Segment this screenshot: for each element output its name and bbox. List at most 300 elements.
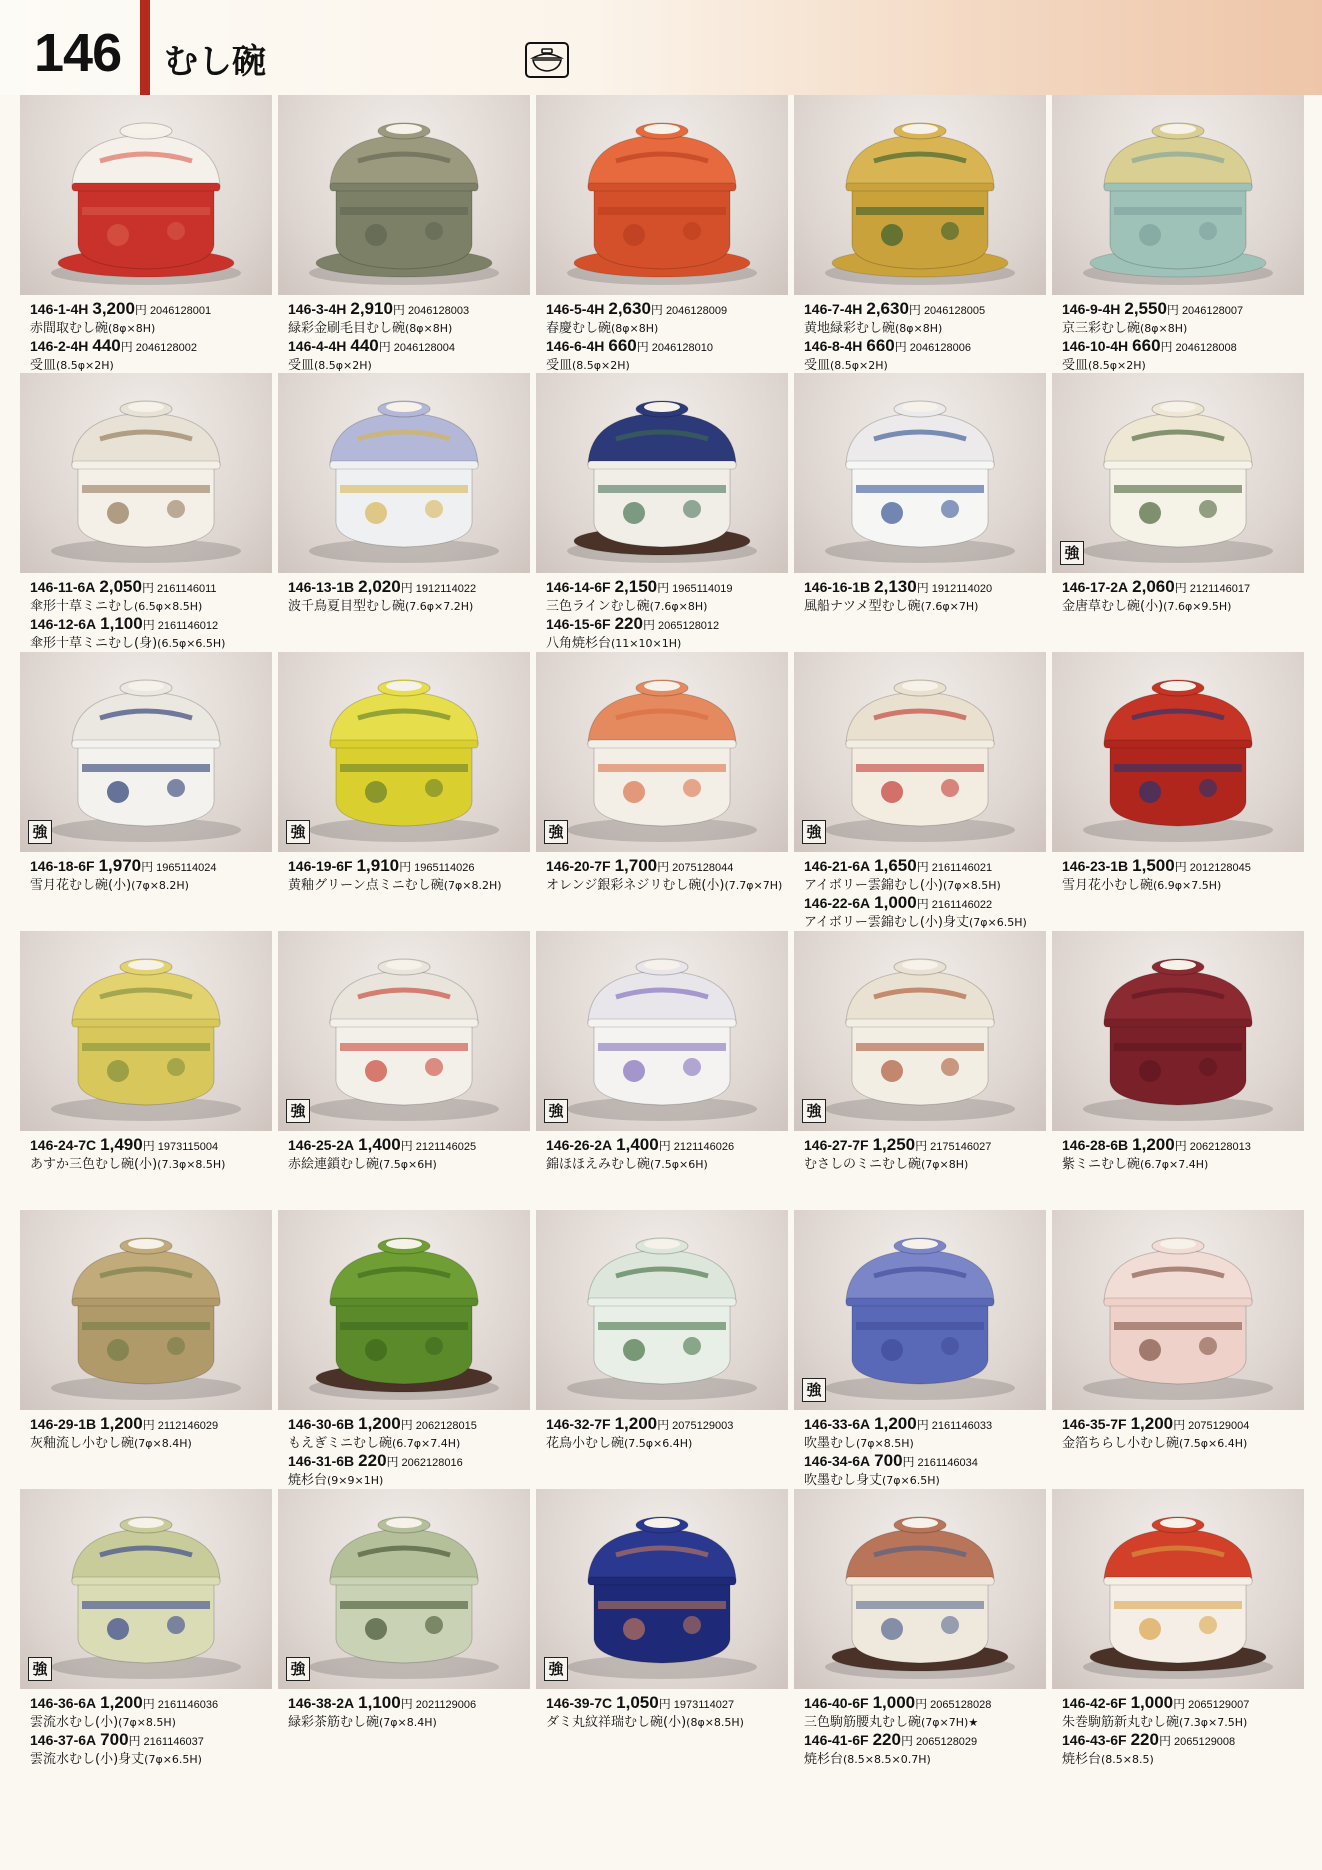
bowl-motif — [623, 502, 645, 524]
product-name: 雪月花小むし碗 — [1062, 878, 1154, 893]
product-price: 1,650 — [874, 856, 917, 875]
yen-unit: 円 — [657, 1418, 670, 1432]
jan-code: 1973114027 — [673, 1699, 735, 1711]
jan-code: 2161146012 — [157, 620, 219, 632]
product-price: 1,000 — [1130, 1693, 1174, 1712]
product-name-line — [804, 320, 1054, 337]
bowl-body — [594, 1300, 730, 1384]
product-name-line — [1062, 877, 1312, 894]
bowl-motif — [167, 222, 185, 240]
product-code: 146-19-6F — [288, 858, 353, 874]
yen-unit: 円 — [1174, 581, 1187, 595]
jan-code: 2062128013 — [1189, 1141, 1251, 1153]
lid-rim — [846, 1577, 994, 1585]
product-name-line — [804, 877, 1054, 894]
product-code-line — [804, 857, 1054, 877]
product-name-line — [804, 1156, 1054, 1173]
bowl-body — [1110, 1300, 1246, 1384]
product-name: 雲流水むし(小) — [30, 1715, 119, 1730]
durable-badge: 強 — [802, 1099, 826, 1123]
product-caption — [288, 1415, 538, 1489]
product-code-line — [546, 1415, 796, 1435]
lid-rim — [588, 1019, 736, 1027]
bowl-body — [336, 1021, 472, 1105]
product-price: 2,130 — [874, 577, 917, 596]
jan-code: 2161146034 — [917, 1457, 978, 1469]
product-size: (7.6φ×7.2H) — [405, 600, 474, 613]
yen-unit: 円 — [658, 1139, 671, 1153]
product-code-line — [804, 1694, 1054, 1714]
bowl-body — [78, 742, 214, 826]
bowl-motif — [1199, 1616, 1217, 1634]
yen-unit: 円 — [142, 1139, 155, 1153]
jan-code: 2161146022 — [931, 899, 993, 911]
product-code: 146-23-1B — [1062, 858, 1129, 874]
product-code-line — [288, 578, 538, 598]
product-price: 2,050 — [99, 577, 142, 596]
knob-inner — [902, 1239, 938, 1249]
product-code-line — [546, 1694, 796, 1714]
product-caption — [804, 578, 1054, 615]
product-name: 黄釉グリーン点ミニむし碗 — [288, 878, 444, 893]
bowl-motif — [881, 502, 903, 524]
lid-rim — [72, 461, 220, 469]
jan-code: 2046128009 — [665, 305, 728, 317]
steamed-bowl-image — [278, 652, 530, 852]
product-caption — [804, 1415, 1054, 1489]
lid-rim — [846, 1298, 994, 1306]
product-photo — [536, 1489, 788, 1689]
product-size: (8φ×8H) — [405, 322, 453, 335]
bowl-body — [594, 463, 730, 547]
product-code-line — [804, 894, 1054, 914]
jan-code: 2046128001 — [149, 305, 212, 317]
yen-unit: 円 — [120, 340, 133, 354]
product-code-line — [546, 337, 796, 357]
product-photo — [1052, 373, 1304, 573]
product-code-line — [288, 1452, 538, 1472]
product-price: 660 — [1132, 336, 1161, 355]
product-code-line — [1062, 578, 1312, 598]
steamed-bowl-image — [1052, 931, 1304, 1131]
product-size: (8.5φ×2H) — [56, 359, 114, 372]
product-size: (8.5×8.5×0.7H) — [843, 1753, 931, 1766]
bowl-motif — [881, 781, 903, 803]
steamed-bowl-image — [1052, 1489, 1304, 1689]
yen-unit: 円 — [141, 860, 154, 874]
bowl-body — [78, 463, 214, 547]
product-code-line — [1062, 1415, 1312, 1435]
bowl-body — [1110, 1021, 1246, 1105]
bowl-lid — [1104, 413, 1252, 465]
product-caption — [804, 300, 1054, 374]
product-price: 1,000 — [872, 1693, 916, 1712]
bowl-body — [78, 1021, 214, 1105]
product-code-line — [1062, 1694, 1312, 1714]
bowl-lid — [72, 692, 220, 744]
product-code: 146-37-6A — [30, 1732, 97, 1748]
knob-inner — [644, 402, 680, 412]
bowl-band — [856, 485, 984, 493]
product-size: (7φ×8.2H) — [443, 879, 502, 892]
product-name: アイボリー雲錦むし(小)身丈 — [804, 915, 969, 930]
product-code: 146-2-4H — [30, 338, 89, 354]
product-name: 京三彩むし碗 — [1062, 321, 1141, 336]
product-name: 八角焼杉台 — [546, 636, 612, 651]
lid-rim — [588, 183, 736, 191]
product-name: 錦ほほえみむし碗 — [546, 1157, 651, 1172]
yen-unit: 円 — [142, 1418, 155, 1432]
product-price: 1,400 — [616, 1135, 659, 1154]
product-code: 146-15-6F — [546, 616, 611, 632]
bowl-motif — [623, 1060, 645, 1082]
lid-rim — [1104, 183, 1252, 191]
product-price: 1,910 — [356, 856, 400, 875]
bowl-motif — [1199, 1058, 1217, 1076]
product-caption — [288, 1136, 538, 1173]
bowl-band — [856, 207, 984, 215]
yen-unit: 円 — [636, 340, 649, 354]
jan-code: 2065128012 — [657, 620, 720, 632]
product-name-line — [30, 1435, 280, 1452]
product-code-line — [1062, 1731, 1312, 1751]
bowl-motif — [623, 781, 645, 803]
lid-rim — [846, 183, 994, 191]
bowl-motif — [1199, 779, 1217, 797]
product-photo — [536, 652, 788, 852]
jan-code: 2046128005 — [923, 305, 986, 317]
steamed-bowl-image — [794, 652, 1046, 852]
yen-unit: 円 — [400, 1418, 413, 1432]
bowl-body — [852, 742, 988, 826]
bowl-motif — [683, 500, 701, 518]
knob-inner — [644, 1518, 680, 1528]
product-name: 三色駒筋腰丸むし碗 — [804, 1715, 922, 1730]
product-caption — [546, 300, 796, 374]
product-caption — [1062, 1694, 1312, 1768]
product-code-line — [1062, 857, 1312, 877]
product-name-line — [804, 1714, 1054, 1731]
knob-inner — [386, 402, 422, 412]
bowl-band — [1114, 1601, 1242, 1609]
bowl-band — [340, 764, 468, 772]
product-caption — [546, 578, 796, 652]
yen-unit: 円 — [902, 1455, 915, 1469]
product-name-line — [546, 320, 796, 337]
product-price: 660 — [866, 336, 895, 355]
product-name-line — [1062, 1714, 1312, 1731]
product-size: (7φ×6.5H) — [968, 916, 1027, 929]
bowl-lid — [588, 692, 736, 744]
steamed-bowl-image — [20, 1489, 272, 1689]
product-code: 146-13-1B — [288, 579, 355, 595]
product-name: 焼杉台 — [288, 1473, 328, 1488]
product-price: 2,060 — [1132, 577, 1175, 596]
product-code: 146-24-7C — [30, 1137, 97, 1153]
bowl-icon — [525, 42, 569, 78]
knob-inner — [1160, 402, 1196, 412]
product-name-line — [1062, 1156, 1312, 1173]
product-code: 146-5-4H — [546, 301, 605, 317]
product-name-line — [804, 914, 1054, 931]
product-name: 吹墨むし — [804, 1436, 857, 1451]
lid-rim — [588, 1298, 736, 1306]
product-name: 灰釉流し小むし碗 — [30, 1436, 135, 1451]
bowl-band — [1114, 1043, 1242, 1051]
jan-code: 2046128006 — [909, 342, 971, 354]
product-name: 風船ナツメ型むし碗 — [804, 599, 921, 614]
product-name-line — [30, 1751, 280, 1768]
product-size: (7φ×8.5H) — [118, 1716, 176, 1729]
bowl-motif — [1199, 500, 1217, 518]
bowl-motif — [881, 1618, 903, 1640]
bowl-motif — [365, 1618, 387, 1640]
lid-rim — [1104, 1019, 1252, 1027]
knob-inner — [644, 681, 680, 691]
durable-badge: 強 — [28, 820, 52, 844]
product-code-line — [1062, 337, 1312, 357]
product-code: 146-6-4H — [546, 338, 605, 354]
product-name: 金箔ちらし小むし碗 — [1062, 1436, 1180, 1451]
jan-code: 2046128008 — [1175, 342, 1237, 354]
product-size: (11×10×1H) — [611, 637, 682, 650]
product-caption — [30, 1136, 280, 1173]
product-code: 146-12-6A — [30, 616, 97, 632]
product-price: 1,050 — [616, 1693, 659, 1712]
product-photo — [1052, 1489, 1304, 1689]
product-code: 146-11-6A — [30, 579, 96, 595]
jan-code: 2065128029 — [915, 1736, 978, 1748]
lid-rim — [588, 740, 736, 748]
bowl-motif — [881, 1060, 903, 1082]
page-header — [0, 0, 1322, 95]
steamed-bowl-image — [536, 652, 788, 852]
product-photo — [536, 931, 788, 1131]
yen-unit: 円 — [916, 581, 929, 595]
bowl-band — [340, 1601, 468, 1609]
durable-badge: 強 — [286, 1657, 310, 1681]
bowl-motif — [683, 1337, 701, 1355]
product-price: 2,020 — [358, 577, 401, 596]
product-name: 赤絵連鎖むし碗 — [288, 1157, 380, 1172]
product-price: 1,200 — [100, 1414, 143, 1433]
bowl-motif — [1199, 1337, 1217, 1355]
product-price: 440 — [92, 336, 121, 355]
jan-code: 2161146037 — [143, 1736, 204, 1748]
lid-rim — [1104, 461, 1252, 469]
bowl-body — [78, 185, 214, 269]
bowl-body — [852, 185, 988, 269]
product-code: 146-27-7F — [804, 1137, 869, 1153]
product-size: (7.6φ×7H) — [920, 600, 979, 613]
product-size: (7.6φ×8H) — [649, 600, 708, 613]
product-price: 220 — [1130, 1730, 1159, 1749]
lid-rim — [330, 1019, 478, 1027]
bowl-motif — [365, 502, 387, 524]
product-size: (7φ×8.5H) — [856, 1437, 914, 1450]
product-name-line — [546, 598, 796, 615]
product-size: (7.3φ×8.5H) — [157, 1158, 226, 1171]
product-code: 146-7-4H — [804, 301, 863, 317]
product-name-line — [1062, 320, 1312, 337]
product-name: 雪月花むし碗(小) — [30, 878, 132, 893]
bowl-motif — [107, 1060, 129, 1082]
product-name-line — [546, 877, 796, 894]
bowl-body — [336, 1300, 472, 1384]
knob-inner — [386, 1239, 422, 1249]
product-photo — [794, 931, 1046, 1131]
bowl-motif — [425, 500, 443, 518]
product-name-line — [288, 1714, 538, 1731]
product-code: 146-31-6B — [288, 1453, 355, 1469]
yen-unit: 円 — [657, 581, 670, 595]
bowl-motif — [1139, 1618, 1161, 1640]
product-caption — [1062, 1136, 1312, 1173]
knob-inner — [386, 1518, 422, 1528]
steamed-bowl-image — [278, 1210, 530, 1410]
steamed-bowl-image — [278, 95, 530, 295]
bowl-motif — [683, 1616, 701, 1634]
product-size: (7φ×8.4H) — [379, 1716, 437, 1729]
product-price: 1,490 — [100, 1135, 143, 1154]
product-size: (6.9φ×7.5H) — [1153, 879, 1222, 892]
product-code-line — [288, 857, 538, 877]
product-code-line — [288, 300, 538, 320]
product-name-line — [546, 635, 796, 652]
product-size: (7φ×6.5H) — [144, 1753, 202, 1766]
product-price: 1,200 — [100, 1693, 143, 1712]
knob-inner — [902, 1518, 938, 1528]
bowl-motif — [167, 500, 185, 518]
bowl-motif — [107, 781, 129, 803]
product-code: 146-16-1B — [804, 579, 871, 595]
jan-code: 2065128028 — [930, 1699, 992, 1711]
bowl-lid — [588, 1250, 736, 1302]
knob-inner — [128, 681, 164, 691]
product-code-line — [30, 300, 280, 320]
lid-rim — [330, 1298, 478, 1306]
yen-unit: 円 — [1174, 1139, 1187, 1153]
product-caption — [546, 857, 796, 894]
product-caption — [30, 578, 280, 652]
knob-inner — [386, 960, 422, 970]
product-name: 緑彩茶筋むし碗 — [288, 1715, 380, 1730]
product-photo — [278, 1489, 530, 1689]
product-price: 2,630 — [866, 299, 909, 318]
lid-rim — [330, 1577, 478, 1585]
product-photo — [20, 1489, 272, 1689]
product-code-line — [804, 1136, 1054, 1156]
product-size: (7φ×7H)★ — [921, 1716, 979, 1729]
lid-rim — [1104, 740, 1252, 748]
yen-unit: 円 — [1173, 1418, 1186, 1432]
product-code: 146-22-6A — [804, 895, 871, 911]
steamed-bowl-image — [794, 1489, 1046, 1689]
bowl-motif — [683, 779, 701, 797]
knob-inner — [644, 960, 680, 970]
product-photo — [536, 1210, 788, 1410]
product-code-line — [288, 337, 538, 357]
product-size: (8φ×8H) — [611, 322, 659, 335]
jan-code: 2075128044 — [672, 862, 734, 874]
bowl-band — [82, 1601, 210, 1609]
product-name-line — [288, 320, 538, 337]
lid-rim — [1104, 1577, 1252, 1585]
product-photo — [1052, 931, 1304, 1131]
bowl-body — [594, 1579, 730, 1663]
product-size: (8.5×8.5) — [1101, 1753, 1154, 1766]
product-code-line — [30, 1731, 280, 1751]
product-name: 三色ラインむし碗 — [546, 599, 650, 614]
product-size: (8.5φ×2H) — [314, 359, 372, 372]
yen-unit: 円 — [657, 860, 670, 874]
product-caption — [804, 857, 1054, 931]
product-code: 146-26-2A — [546, 1137, 613, 1153]
product-code-line — [546, 615, 796, 635]
product-name: 焼杉台 — [1062, 1752, 1102, 1767]
product-name: オレンジ銀彩ネジリむし碗(小) — [546, 878, 725, 893]
knob-inner — [1160, 124, 1196, 134]
bowl-motif — [425, 1058, 443, 1076]
bowl-motif — [107, 502, 129, 524]
yen-unit: 円 — [1174, 860, 1187, 874]
product-price: 1,400 — [358, 1135, 401, 1154]
knob-inner — [1160, 1518, 1196, 1528]
bowl-motif — [107, 1618, 129, 1640]
product-price: 700 — [874, 1451, 903, 1470]
yen-unit: 円 — [1160, 340, 1173, 354]
product-photo — [794, 1210, 1046, 1410]
product-photo — [536, 95, 788, 295]
bowl-body — [852, 1300, 988, 1384]
knob-inner — [644, 1239, 680, 1249]
jan-code: 2046128010 — [651, 342, 713, 354]
bowl-band — [856, 1601, 984, 1609]
bowl-lid — [1104, 1529, 1252, 1581]
product-name: 春慶むし碗 — [546, 321, 612, 336]
product-price: 220 — [358, 1451, 387, 1470]
product-price: 1,100 — [358, 1693, 401, 1712]
bowl-lid — [72, 1250, 220, 1302]
product-size: (8φ×8H) — [1140, 322, 1188, 335]
product-photo — [794, 95, 1046, 295]
bowl-lid — [1104, 1250, 1252, 1302]
bowl-body — [336, 1579, 472, 1663]
product-size: (7.5φ×6H) — [650, 1158, 708, 1171]
product-size: (7φ×8H) — [921, 1158, 969, 1171]
bowl-motif — [365, 224, 387, 246]
product-photo — [20, 931, 272, 1131]
product-name-line — [546, 357, 796, 374]
steamed-bowl-image — [794, 931, 1046, 1131]
lid-rim — [588, 1577, 736, 1585]
bowl-lid — [588, 135, 736, 187]
steamed-bowl-image — [20, 95, 272, 295]
knob-inner — [128, 960, 164, 970]
product-code: 146-21-6A — [804, 858, 871, 874]
durable-badge: 強 — [286, 1099, 310, 1123]
product-name: 傘形十草ミニむし — [30, 599, 135, 614]
product-name: あすか三色むし碗(小) — [30, 1157, 158, 1172]
product-caption — [546, 1415, 796, 1452]
product-name-line — [30, 1156, 280, 1173]
product-photo — [278, 652, 530, 852]
product-code-line — [804, 578, 1054, 598]
product-code-line — [30, 337, 280, 357]
bowl-lid — [846, 413, 994, 465]
steamed-bowl-image — [1052, 652, 1304, 852]
bowl-body — [1110, 185, 1246, 269]
